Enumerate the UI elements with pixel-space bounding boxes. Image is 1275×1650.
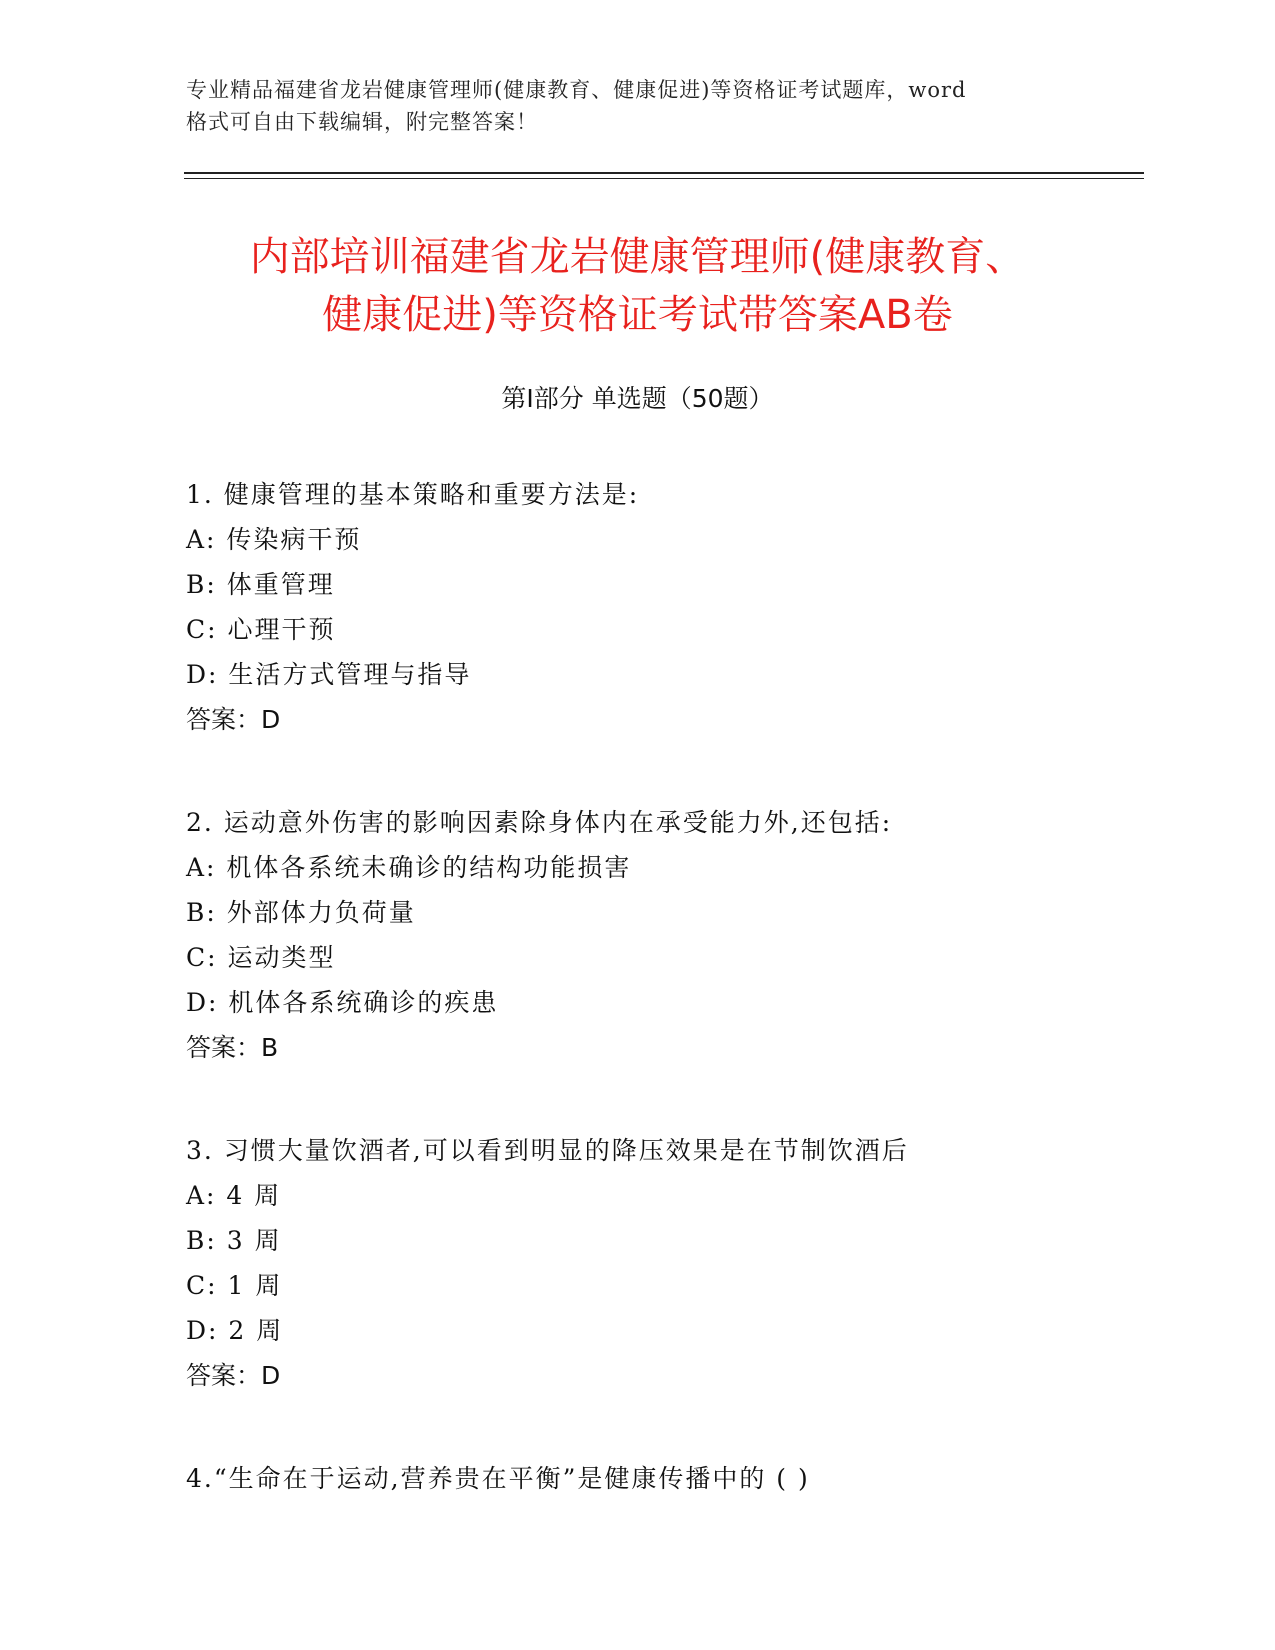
option-d: D: 2 周 <box>186 1316 284 1345</box>
document-title-line-2: 健康促进)等资格证考试带答案AB卷 <box>322 292 953 338</box>
answer-label: 答案：D <box>186 1361 281 1390</box>
option-b: B: 外部体力负荷量 <box>186 898 416 927</box>
question-stem: 4.“生命在于运动,营养贵在平衡”是健康传播中的 ( ) <box>186 1464 810 1493</box>
option-d: D: 生活方式管理与指导 <box>186 660 472 689</box>
option-d: D: 机体各系统确诊的疾患 <box>186 988 499 1017</box>
option-c: C: 心理干预 <box>186 615 336 644</box>
header-divider-thick <box>184 172 1144 174</box>
header-note <box>186 74 1086 138</box>
option-b: B: 3 周 <box>186 1226 282 1255</box>
answer-label: 答案：B <box>186 1033 279 1062</box>
document-title-line-1: 内部培训福建省龙岩健康管理师(健康教育、 <box>249 234 1026 280</box>
header-note-line-2: 格式可自由下载编辑，附完整答案！ <box>186 110 538 134</box>
header-note-line-1: 专业精品福建省龙岩健康管理师(健康教育、健康促进)等资格证考试题库，word <box>186 78 967 102</box>
question-2 <box>186 800 1146 1070</box>
option-c: C: 运动类型 <box>186 943 336 972</box>
question-1 <box>186 472 1146 742</box>
question-stem: 2. 运动意外伤害的影响因素除身体内在承受能力外,还包括: <box>186 808 893 837</box>
section-heading: 第Ⅰ部分 单选题（50题） <box>501 384 774 413</box>
question-list <box>186 472 1146 1559</box>
question-3 <box>186 1128 1146 1398</box>
question-4 <box>186 1456 1146 1501</box>
question-stem: 1. 健康管理的基本策略和重要方法是: <box>186 480 640 509</box>
document-title <box>150 228 1125 344</box>
answer-label: 答案：D <box>186 705 281 734</box>
option-a: A: 4 周 <box>186 1181 282 1210</box>
option-b: B: 体重管理 <box>186 570 335 599</box>
option-a: A: 机体各系统未确诊的结构功能损害 <box>186 853 632 882</box>
question-stem: 3. 习惯大量饮酒者,可以看到明显的降压效果是在节制饮酒后 <box>186 1136 909 1165</box>
option-a: A: 传染病干预 <box>186 525 362 554</box>
header-divider-thin <box>184 178 1144 179</box>
option-c: C: 1 周 <box>186 1271 283 1300</box>
